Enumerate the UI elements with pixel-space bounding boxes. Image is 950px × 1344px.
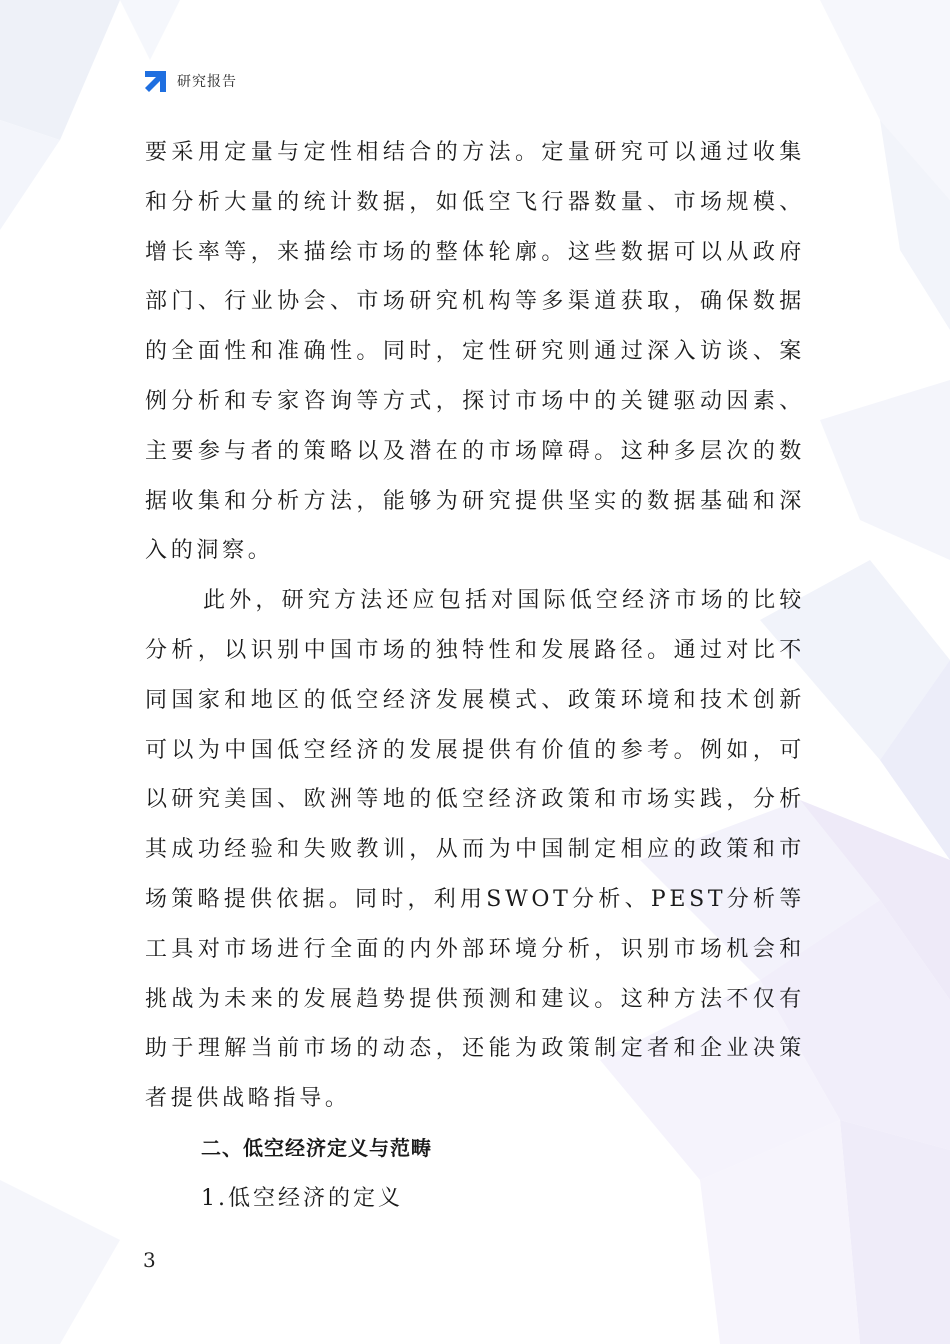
header-title: 研究报告 — [177, 74, 237, 90]
subsection-heading: 1.低空经济的定义 — [201, 1185, 403, 1211]
body-paragraph: 要采用定量与定性相结合的方法。定量研究可以通过收集和分析大量的统计数据，如低空飞行器数量、市场规模、增长率等，来描绘市场的整体轮廓。这些数据可以从政府部门、行业协会、市场研究机构等多渠道获取，确保数据的全面性和准确性。同时，定性研究则通过深入访谈、案例分析和专家咨询等方式，探讨市场中的关键驱动因素、主要参与者的策略以及潜在的市场障碍。这种多层次的数据收集和分析方法，能够为研究提供坚实的数据基础和深入的洞察。 — [145, 140, 805, 564]
report-header — [143, 68, 237, 94]
document-body — [145, 128, 805, 1224]
page-number: 3 — [143, 1248, 156, 1272]
body-paragraph: 此外，研究方法还应包括对国际低空经济市场的比较分析，以识别中国市场的独特性和发展路径。通过对比不同国家和地区的低空经济发展模式、政策环境和技术创新可以为中国低空经济的发展提供有价值的参考。例如，可以研究美国、欧洲等地的低空经济政策和市场实践，分析其成功经验和失败教训，从而为中国制定相应的政策和市场策略提供依据。同时，利用SWOT分析、PEST分析等工具对市场进行全面的内外部环境分析，识别市场机会和挑战为未来的发展趋势提供预测和建议。这种方法不仅有助于理解当前市场的动态，还能为政策制定者和企业决策者提供战略指导。 — [145, 588, 805, 1112]
arrow-up-right-icon — [143, 68, 169, 94]
section-heading: 二、低空经济定义与范畴 — [201, 1135, 432, 1160]
